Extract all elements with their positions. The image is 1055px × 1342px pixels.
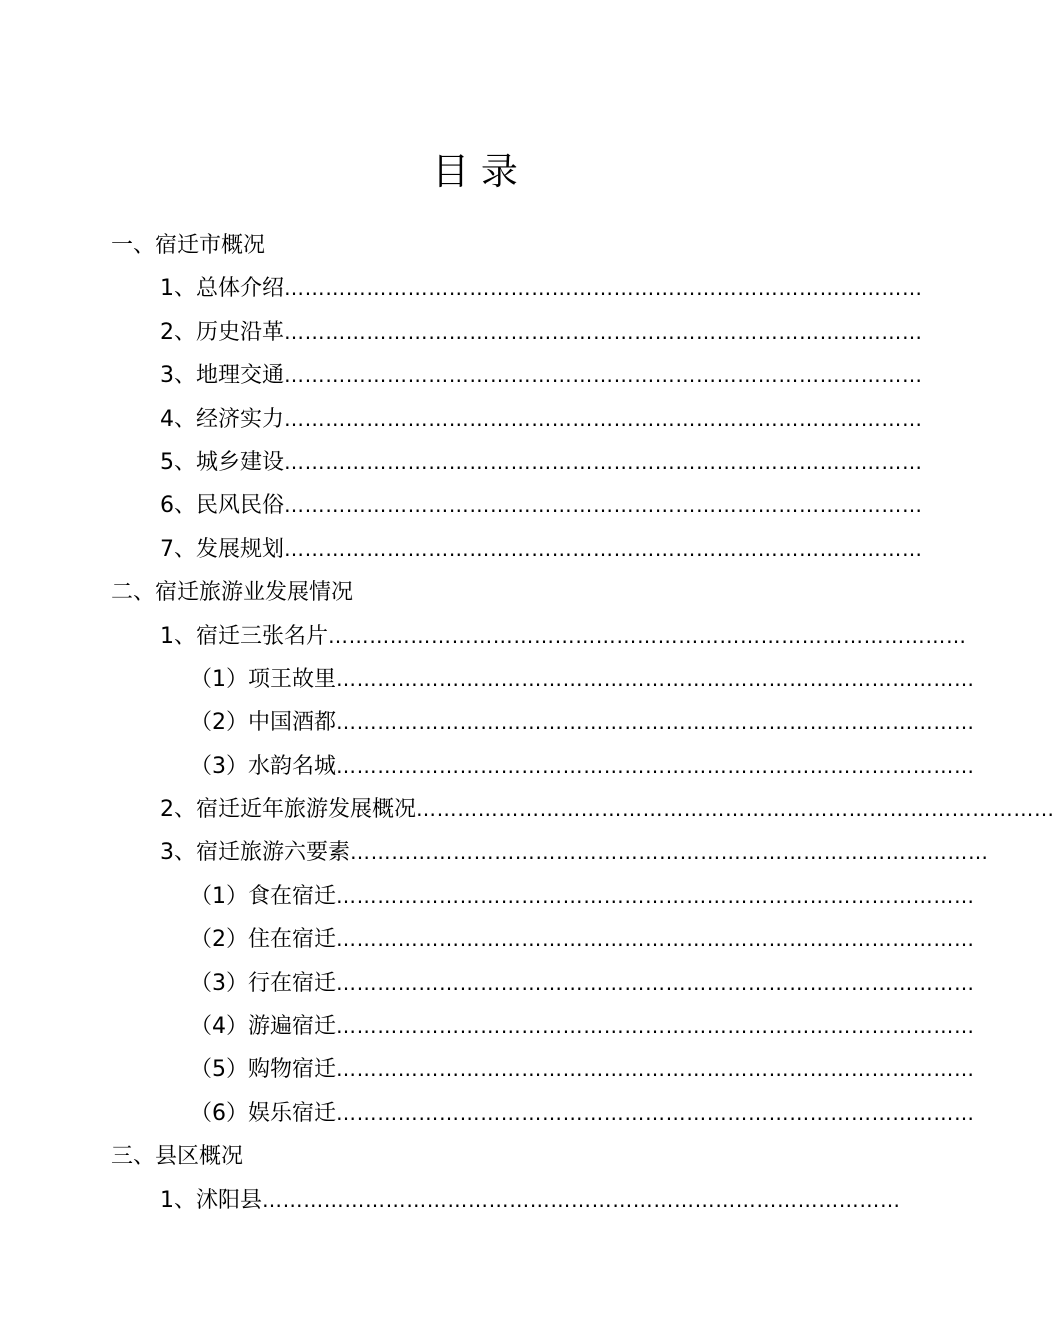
dot-leader: ………………………………………………………………………………… [336,1057,975,1082]
dot-leader: ………………………………………………………………………………… [284,493,923,518]
toc-entry-label: 3、宿迁旅游六要素 [160,840,350,866]
toc-subentry[interactable] [0,745,975,788]
toc-subentry-label: （4）游遍宿迁 [190,1014,336,1040]
dot-leader: ………………………………………………………………………………… [336,1100,975,1125]
toc-entry-label: 5、城乡建设 [160,449,284,475]
toc-subentry[interactable] [0,918,975,961]
dot-leader: ………………………………………………………………………………… [284,406,923,431]
table-of-contents [0,224,1055,1222]
toc-entry-label: 4、经济实力 [160,406,284,432]
toc-entry[interactable] [0,484,950,527]
toc-subentry-label: （1）项王故里 [190,666,336,692]
toc-entry-label: 1、宿迁三张名片 [160,623,328,649]
toc-entry-label: 6、民风民俗 [160,493,284,519]
dot-leader: ………………………………………………………………………………… [336,710,975,735]
toc-subentry[interactable] [0,962,975,1005]
dot-leader: ………………………………………………………………………………… [336,1014,975,1039]
toc-subentry-label: （1）食在宿迁 [190,883,336,909]
toc-entry[interactable] [0,354,950,397]
dot-leader: ………………………………………………………………………………… [284,363,923,388]
toc-section-label: 二、宿迁旅游业发展情况 [111,580,354,606]
toc-entry-label: 2、历史沿革 [160,319,284,345]
dot-leader: ………………………………………………………………………………… [262,1187,901,1212]
toc-subentry-label: （3）水韵名城 [190,753,336,779]
toc-subentry-label: （2）中国酒都 [190,710,336,736]
toc-entry[interactable] [0,831,989,874]
toc-section-label: 一、宿迁市概况 [111,233,266,258]
toc-subentry-label: （2）住在宿迁 [190,927,336,953]
toc-entry-label: 1、沭阳县 [160,1187,262,1213]
toc-section-label: 三、县区概况 [111,1144,244,1170]
toc-subentry-label: （6）娱乐宿迁 [190,1100,336,1126]
toc-entry-label: 1、总体介绍 [160,276,284,302]
toc-section-heading [0,1135,950,1178]
toc-entry[interactable] [0,267,950,310]
dot-leader: ………………………………………………………………………………… [284,449,923,474]
toc-entry[interactable] [0,528,950,571]
page-title: 目 录 [432,150,518,193]
toc-subentry-label: （3）行在宿迁 [190,970,336,996]
toc-subentry[interactable] [0,658,975,701]
dot-leader: ………………………………………………………………………………… [350,840,989,865]
toc-section-heading [0,571,950,614]
dot-leader: ………………………………………………………………………………… [284,536,923,561]
toc-entry[interactable] [0,615,967,658]
toc-subentry[interactable] [0,875,975,918]
toc-subentry[interactable] [0,1048,975,1091]
toc-section-heading [0,224,950,267]
toc-entry[interactable] [0,441,950,484]
toc-subentry[interactable] [0,701,975,744]
toc-entry[interactable] [0,398,950,441]
toc-subentry[interactable] [0,1005,975,1048]
toc-entry-label: 3、地理交通 [160,363,284,389]
dot-leader: ………………………………………………………………………………… [336,970,975,995]
dot-leader: ………………………………………………………………………………… [336,753,975,778]
dot-leader: ………………………………………………………………………………… [284,319,923,344]
dot-leader: ………………………………………………………………………………… [284,276,923,301]
dot-leader: ………………………………………………………………………………… [336,883,975,908]
toc-entry[interactable] [0,311,950,354]
dot-leader: ………………………………………………………………………………… [328,623,967,648]
toc-entry-label: 7、发展规划 [160,536,284,562]
dot-leader: ………………………………………………………………………………… [336,927,975,952]
toc-subentry[interactable] [0,1092,975,1135]
dot-leader: ………………………………………………………………………………… [336,666,975,691]
dot-leader: ………………………………………………………………………………… [416,797,1055,822]
toc-entry-label: 2、宿迁近年旅游发展概况 [160,797,416,823]
toc-entry[interactable] [0,1179,950,1222]
toc-entry[interactable] [0,788,1055,831]
toc-subentry-label: （5）购物宿迁 [190,1057,336,1083]
